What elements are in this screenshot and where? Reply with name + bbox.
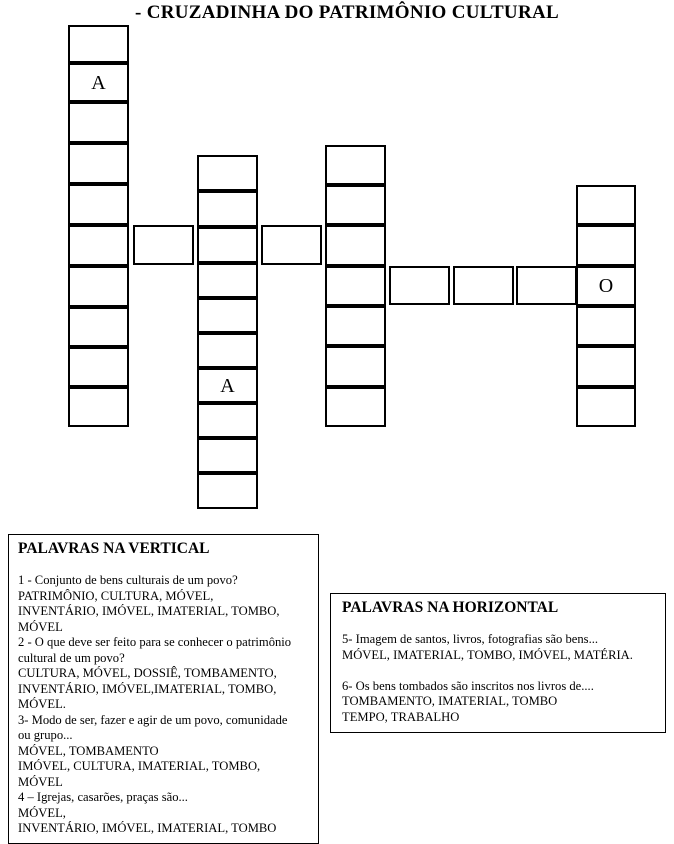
- clue-line: cultural de um povo?: [18, 650, 125, 665]
- crossword-cell[interactable]: [197, 191, 258, 227]
- clue-line: ou grupo...: [18, 728, 73, 742]
- crossword-cell[interactable]: [325, 225, 386, 266]
- clue-line: TEMPO, TRABALHO: [342, 709, 460, 724]
- crossword-cell[interactable]: [68, 307, 129, 347]
- crossword-cell[interactable]: [576, 306, 636, 346]
- clue-line: INVENTÁRIO, IMÓVEL, IMATERIAL, TOMBO: [18, 821, 277, 835]
- crossword-cell[interactable]: [576, 225, 636, 266]
- crossword-cell[interactable]: [197, 155, 258, 191]
- crossword-cell[interactable]: [325, 306, 386, 346]
- crossword-cell[interactable]: [133, 225, 194, 265]
- clue-line: INVENTÁRIO, IMÓVEL, IMATERIAL, TOMBO,: [18, 604, 280, 618]
- vertical-heading: PALAVRAS NA VERTICAL: [18, 540, 210, 557]
- crossword-cell[interactable]: [197, 438, 258, 473]
- crossword-cell[interactable]: [197, 298, 258, 333]
- clue-line: MÓVEL.: [18, 697, 66, 711]
- crossword-cell[interactable]: [197, 333, 258, 368]
- crossword-cell[interactable]: [576, 346, 636, 387]
- crossword-cell[interactable]: [325, 145, 386, 185]
- clue-line: MÓVEL: [18, 619, 63, 634]
- crossword-cell[interactable]: [325, 266, 386, 306]
- crossword-cell[interactable]: [453, 266, 514, 305]
- crossword-cell[interactable]: [389, 266, 450, 305]
- horizontal-heading: PALAVRAS NA HORIZONTAL: [342, 599, 559, 616]
- crossword-cell[interactable]: [68, 25, 129, 63]
- clue-line: TOMBAMENTO, IMATERIAL, TOMBO: [342, 694, 558, 708]
- crossword-cell[interactable]: [325, 387, 386, 427]
- clue-line: MÓVEL: [18, 774, 63, 789]
- clue-line: 6- Os bens tombados são inscritos nos livros de....: [342, 678, 594, 693]
- clue-line: MÓVEL, TOMBAMENTO: [18, 743, 159, 758]
- crossword-cell[interactable]: [325, 346, 386, 387]
- crossword-cell[interactable]: A: [68, 63, 129, 102]
- crossword-cell[interactable]: O: [576, 266, 636, 306]
- crossword-cell[interactable]: [197, 263, 258, 298]
- crossword-cell[interactable]: [68, 347, 129, 387]
- horizontal-clues-box: [330, 593, 666, 733]
- clue-line: MÓVEL, IMATERIAL, TOMBO, IMÓVEL, MATÉRIA.: [342, 647, 633, 662]
- crossword-cell[interactable]: [68, 184, 129, 225]
- crossword-cell[interactable]: [197, 227, 258, 263]
- clue-line: IMÓVEL, CULTURA, IMATERIAL, TOMBO,: [18, 759, 261, 773]
- crossword-cell[interactable]: [68, 266, 129, 307]
- crossword-cell[interactable]: [576, 185, 636, 225]
- page-title: - CRUZADINHA DO PATRIMÔNIO CULTURAL: [135, 2, 559, 23]
- crossword-cell[interactable]: [197, 403, 258, 438]
- crossword-cell[interactable]: [68, 143, 129, 184]
- crossword-cell[interactable]: [197, 473, 258, 509]
- crossword-cell[interactable]: [325, 185, 386, 225]
- clue-line: PATRIMÔNIO, CULTURA, MÓVEL,: [18, 588, 214, 603]
- crossword-cell[interactable]: [68, 225, 129, 266]
- clue-line: 1 - Conjunto de bens culturais de um povo?: [18, 573, 238, 587]
- crossword-cell[interactable]: [68, 102, 129, 143]
- clue-line: 3- Modo de ser, fazer e agir de um povo, comunidade: [18, 712, 288, 727]
- crossword-cell[interactable]: A: [197, 368, 258, 403]
- clue-line: [342, 663, 665, 679]
- clue-line: 5- Imagem de santos, livros, fotografias são bens...: [342, 632, 599, 646]
- crossword-cell[interactable]: [261, 225, 322, 265]
- crossword-cell[interactable]: [576, 387, 636, 427]
- clue-line: INVENTÁRIO, IMÓVEL,IMATERIAL, TOMBO,: [18, 681, 277, 696]
- clue-line: CULTURA, MÓVEL, DOSSIÊ, TOMBAMENTO,: [18, 666, 277, 680]
- clue-line: 4 – Igrejas, casarões, praças são...: [18, 790, 188, 804]
- clue-line: MÓVEL,: [18, 805, 66, 820]
- crossword-cell[interactable]: [68, 387, 129, 427]
- clue-line: 2 - O que deve ser feito para se conhecer o patrimônio: [18, 635, 292, 649]
- crossword-cell[interactable]: [516, 266, 577, 305]
- vertical-clues-box: [8, 534, 319, 844]
